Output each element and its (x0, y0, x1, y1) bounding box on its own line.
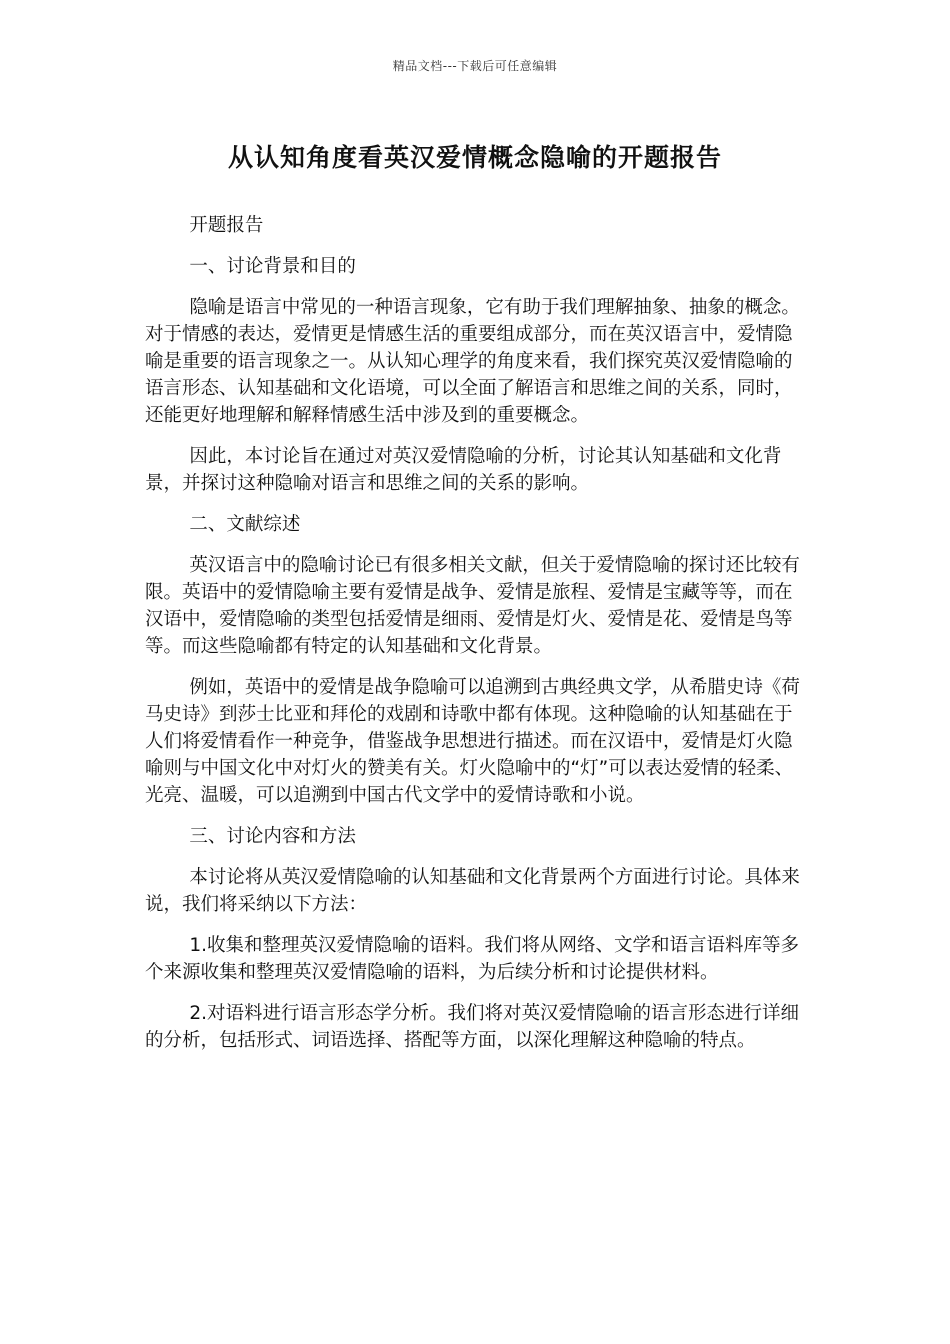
document-body (145, 212, 805, 1068)
body-paragraph: 英汉语言中的隐喻讨论已有很多相关文献，但关于爱情隐喻的探讨还比较有限。英语中的爱情隐喻主要有爱情是战争、爱情是旅程、爱情是宝藏等等，而在汉语中，爱情隐喻的类型包括爱情是细雨、爱情是灯火、爱情是花、爱情是鸟等等。而这些隐喻都有特定的认知基础和文化背景。 (145, 555, 800, 657)
section-heading-3: 三、讨论内容和方法 (189, 826, 356, 847)
section-label: 开题报告 (189, 215, 264, 236)
body-paragraph: 隐喻是语言中常见的一种语言现象，它有助于我们理解抽象、抽象的概念。对于情感的表达，爱情更是情感生活的重要组成部分，而在英汉语言中，爱情隐喻是重要的语言现象之一。从认知心理学的角度来看，我们探究英汉爱情隐喻的语言形态、认知基础和文化语境，可以全面了解语言和思维之间的关系，同时，还能更好地理解和解释情感生活中涉及到的重要概念。 (145, 297, 800, 426)
section-heading-1: 一、讨论背景和目的 (189, 256, 356, 277)
document-title: 从认知角度看英汉爱情概念隐喻的开题报告 (227, 143, 722, 172)
list-item-paragraph: 1.收集和整理英汉爱情隐喻的语料。我们将从网络、文学和语言语料库等多个来源收集和整理英汉爱情隐喻的语料，为后续分析和讨论提供材料。 (145, 935, 800, 983)
list-item-paragraph: 2.对语料进行语言形态学分析。我们将对英汉爱情隐喻的语言形态进行详细的分析，包括形式、词语选择、搭配等方面，以深化理解这种隐喻的特点。 (145, 1003, 800, 1051)
body-paragraph: 例如，英语中的爱情是战争隐喻可以追溯到古典经典文学，从希腊史诗《荷马史诗》到莎士比亚和拜伦的戏剧和诗歌中都有体现。这种隐喻的认知基础在于人们将爱情看作一种竞争，借鉴战争思想进行描述。而在汉语中，爱情是灯火隐喻则与中国文化中对灯火的赞美有关。灯火隐喻中的“灯”可以表达爱情的轻柔、光亮、温暖，可以追溯到中国古代文学中的爱情诗歌和小说。 (145, 677, 800, 806)
body-paragraph: 本讨论将从英汉爱情隐喻的认知基础和文化背景两个方面进行讨论。具体来说，我们将采纳以下方法： (145, 867, 800, 915)
body-paragraph: 因此，本讨论旨在通过对英汉爱情隐喻的分析，讨论其认知基础和文化背景，并探讨这种隐喻对语言和思维之间的关系的影响。 (145, 446, 782, 494)
section-heading-2: 二、文献综述 (189, 514, 301, 535)
page-header: 精品文档---下载后可任意编辑 (392, 59, 558, 73)
